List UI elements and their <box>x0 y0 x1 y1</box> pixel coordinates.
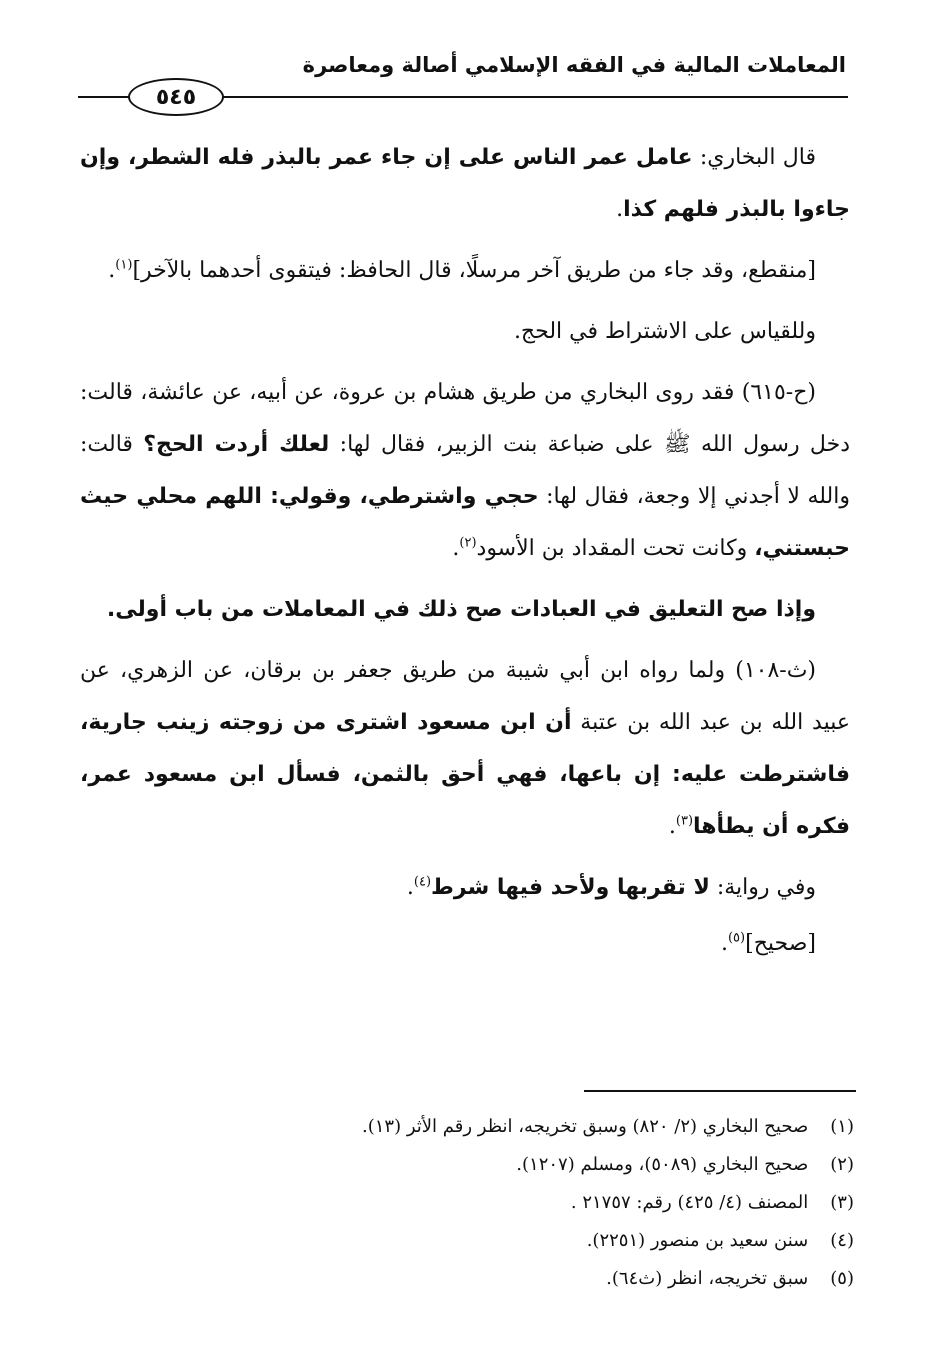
paragraph-end: . <box>406 875 414 900</box>
footnote-item <box>214 1184 854 1222</box>
footnote-number: (٥) <box>830 1268 854 1289</box>
paragraph-bukhari-quote <box>80 132 850 236</box>
paragraph-lead: قال البخاري: <box>692 145 816 170</box>
paragraph-end: . <box>720 931 728 956</box>
footnote-marker-2[interactable]: (٢) <box>459 535 477 551</box>
paragraph-text: وللقياس على الاشتراط في الحج. <box>513 319 816 344</box>
paragraph-mid: وكانت تحت المقداد بن الأسود <box>476 536 755 561</box>
footnote-text: صحيح البخاري (٢/ ٨٢٠) وسبق تخريجه، انظر رقم الأثر (١٣). <box>362 1116 809 1137</box>
footnote-marker-1[interactable]: (١) <box>115 257 133 273</box>
running-header-title: المعاملات المالية في الفقه الإسلامي أصالة ومعاصرة <box>302 53 846 77</box>
bold-quote: عامل عمر الناس على إن جاء عمر بالبذر فله الشطر، وإن جاءوا بالبذر فلهم كذا <box>80 145 850 222</box>
paragraph-athar-108 <box>80 645 850 853</box>
bold-quote: أن ابن مسعود اشترى من زوجته زينب جارية، فاشترطت عليه: إن باعها، فهي أحق بالثمن، فسأل ابن مسعود عمر، فكره أن يطأها <box>80 710 850 839</box>
footnote-separator <box>584 1090 856 1092</box>
paragraph-lead: وفي رواية: <box>709 875 816 900</box>
bold-quote: لا تقربها ولأحد فيها شرط <box>431 875 710 900</box>
paragraph-end: . <box>452 536 460 561</box>
paragraph-text: [منقطع، وقد جاء من طريق آخر مرسلًا، قال الحافظ: فيتقوى أحدهما بالآخر] <box>132 258 816 283</box>
footnote-item <box>214 1108 854 1146</box>
paragraph-grading <box>80 918 850 970</box>
main-text <box>80 132 850 979</box>
paragraph-hafiz-note <box>80 245 850 297</box>
footnote-marker-5[interactable]: (٥) <box>727 930 746 946</box>
page-number-label: ٥٤٥ <box>155 84 197 110</box>
footnote-item <box>214 1146 854 1184</box>
footnote-number: (١) <box>830 1116 854 1137</box>
paragraph-lead: (ث-١٠٨) ولما رواه ابن أبي شيبة من طريق جعفر بن برقان، عن الزهري، عن عبيد الله بن عبد الله بن عتبة <box>80 658 850 735</box>
footnote-number: (٤) <box>830 1230 854 1251</box>
paragraph-mid: قالت: والله لا أجدني إلا وجعة، فقال لها: <box>80 432 850 509</box>
paragraph-conditional <box>80 584 850 636</box>
paragraph-analogy <box>80 306 850 358</box>
page-number <box>128 78 224 116</box>
paragraph-end: . <box>668 814 676 839</box>
footnote-item <box>214 1260 854 1298</box>
footnote-text: سنن سعيد بن منصور (٢٢٥١). <box>586 1230 809 1251</box>
bold-statement: وإذا صح التعليق في العبادات صح ذلك في المعاملات من باب أولى. <box>106 597 816 622</box>
paragraph-text: [صحيح] <box>745 931 816 956</box>
paragraph-hadith-615 <box>80 367 850 575</box>
bold-quote: حجي واشترطي، وقولي: اللهم محلي حيث حبستني، <box>80 484 850 561</box>
footnotes <box>214 1108 854 1298</box>
bold-quote: لعلك أردت الحج؟ <box>143 432 330 457</box>
paragraph-end: . <box>108 258 116 283</box>
footnote-text: المصنف (٤/ ٤٢٥) رقم: ٢١٧٥٧ . <box>570 1192 809 1213</box>
footnote-number: (٣) <box>830 1192 854 1213</box>
footnote-text: صحيح البخاري (٥٠٨٩)، ومسلم (١٢٠٧). <box>516 1154 809 1175</box>
footnote-marker-4[interactable]: (٤) <box>413 874 432 890</box>
paragraph-end: . <box>616 197 624 222</box>
paragraph-lead: (ح-٦١٥) فقد روى البخاري من طريق هشام بن عروة، عن أبيه، عن عائشة، قالت: دخل رسول الله ﷺ على ضباعة بنت الزبير، فقال لها: <box>80 380 850 457</box>
footnote-item <box>214 1222 854 1260</box>
paragraph-narration <box>80 862 850 914</box>
footnote-number: (٢) <box>830 1154 854 1175</box>
footnote-marker-3[interactable]: (٣) <box>675 813 694 829</box>
footnote-text: سبق تخريجه، انظر (ث٦٤). <box>606 1268 809 1289</box>
